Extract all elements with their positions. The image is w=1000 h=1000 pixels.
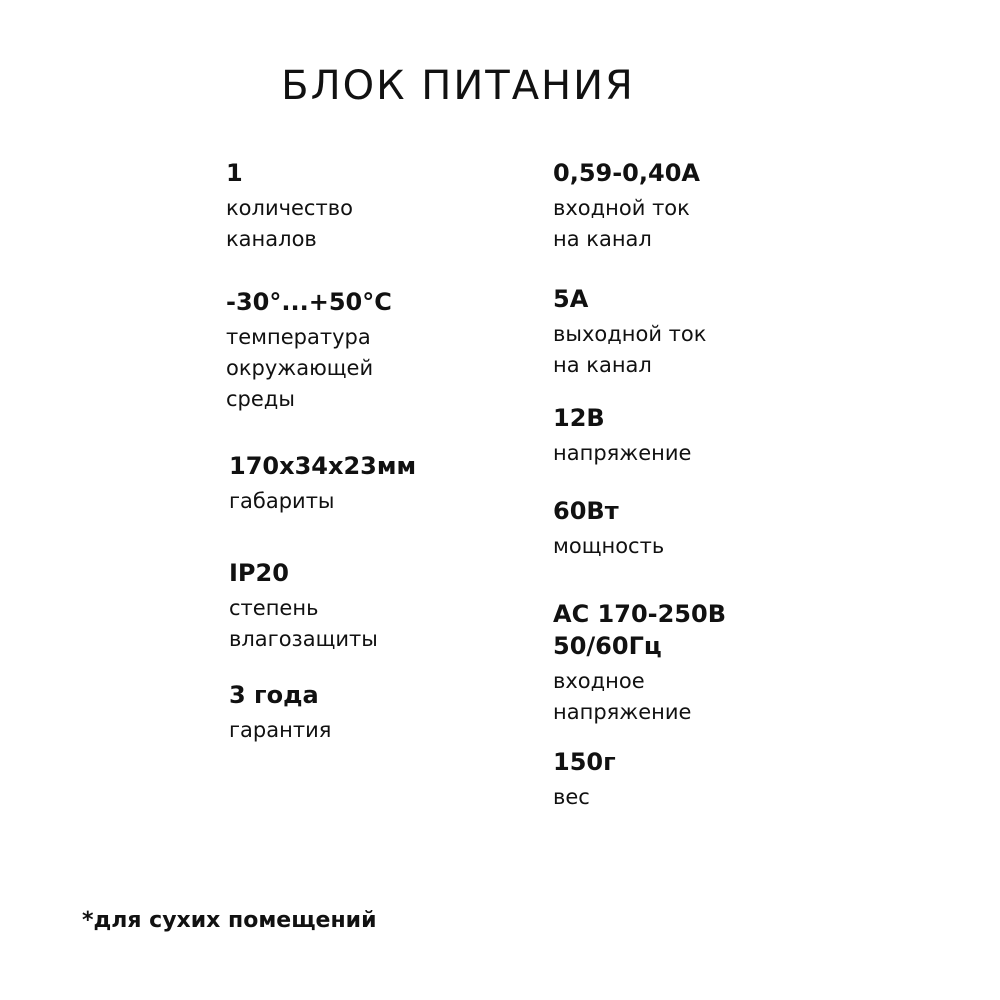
- spec-value: IP20: [229, 559, 289, 587]
- spec-value: 12В: [553, 404, 605, 432]
- spec-ingress-protection: [229, 557, 378, 655]
- spec-weight: [553, 746, 616, 813]
- spec-value: 1: [226, 159, 243, 187]
- page-title: БЛОК ПИТАНИЯ: [281, 63, 635, 109]
- spec-value: 150г: [553, 748, 616, 776]
- spec-value: 3 года: [229, 681, 319, 709]
- spec-label: температура окружающей среды: [226, 325, 374, 411]
- spec-temperature: [226, 286, 392, 415]
- spec-label: количество каналов: [226, 196, 353, 251]
- spec-label: входной ток на канал: [553, 196, 690, 251]
- spec-input-voltage: [553, 598, 726, 728]
- spec-label: вес: [553, 785, 590, 809]
- spec-input-current: [553, 157, 700, 255]
- spec-label: гарантия: [229, 718, 332, 742]
- spec-warranty: [229, 679, 331, 746]
- spec-value: 60Вт: [553, 497, 619, 525]
- spec-voltage: [553, 402, 691, 469]
- spec-label: мощность: [553, 534, 665, 558]
- spec-channels: [226, 157, 353, 255]
- spec-power: [553, 495, 664, 562]
- spec-value: AC 170-250В 50/60Гц: [553, 600, 726, 660]
- spec-label: выходной ток на канал: [553, 322, 707, 377]
- spec-dimensions: [229, 450, 416, 517]
- spec-value: 0,59-0,40A: [553, 159, 700, 187]
- spec-label: габариты: [229, 489, 335, 513]
- spec-label: степень влагозащиты: [229, 596, 378, 651]
- spec-label: входное напряжение: [553, 669, 692, 724]
- spec-label: напряжение: [553, 441, 692, 465]
- spec-output-current: [553, 283, 706, 381]
- spec-value: 170x34x23мм: [229, 452, 417, 480]
- spec-value: -30°...+50°C: [226, 288, 392, 316]
- footnote: *для сухих помещений: [82, 908, 377, 933]
- spec-value: 5A: [553, 285, 589, 313]
